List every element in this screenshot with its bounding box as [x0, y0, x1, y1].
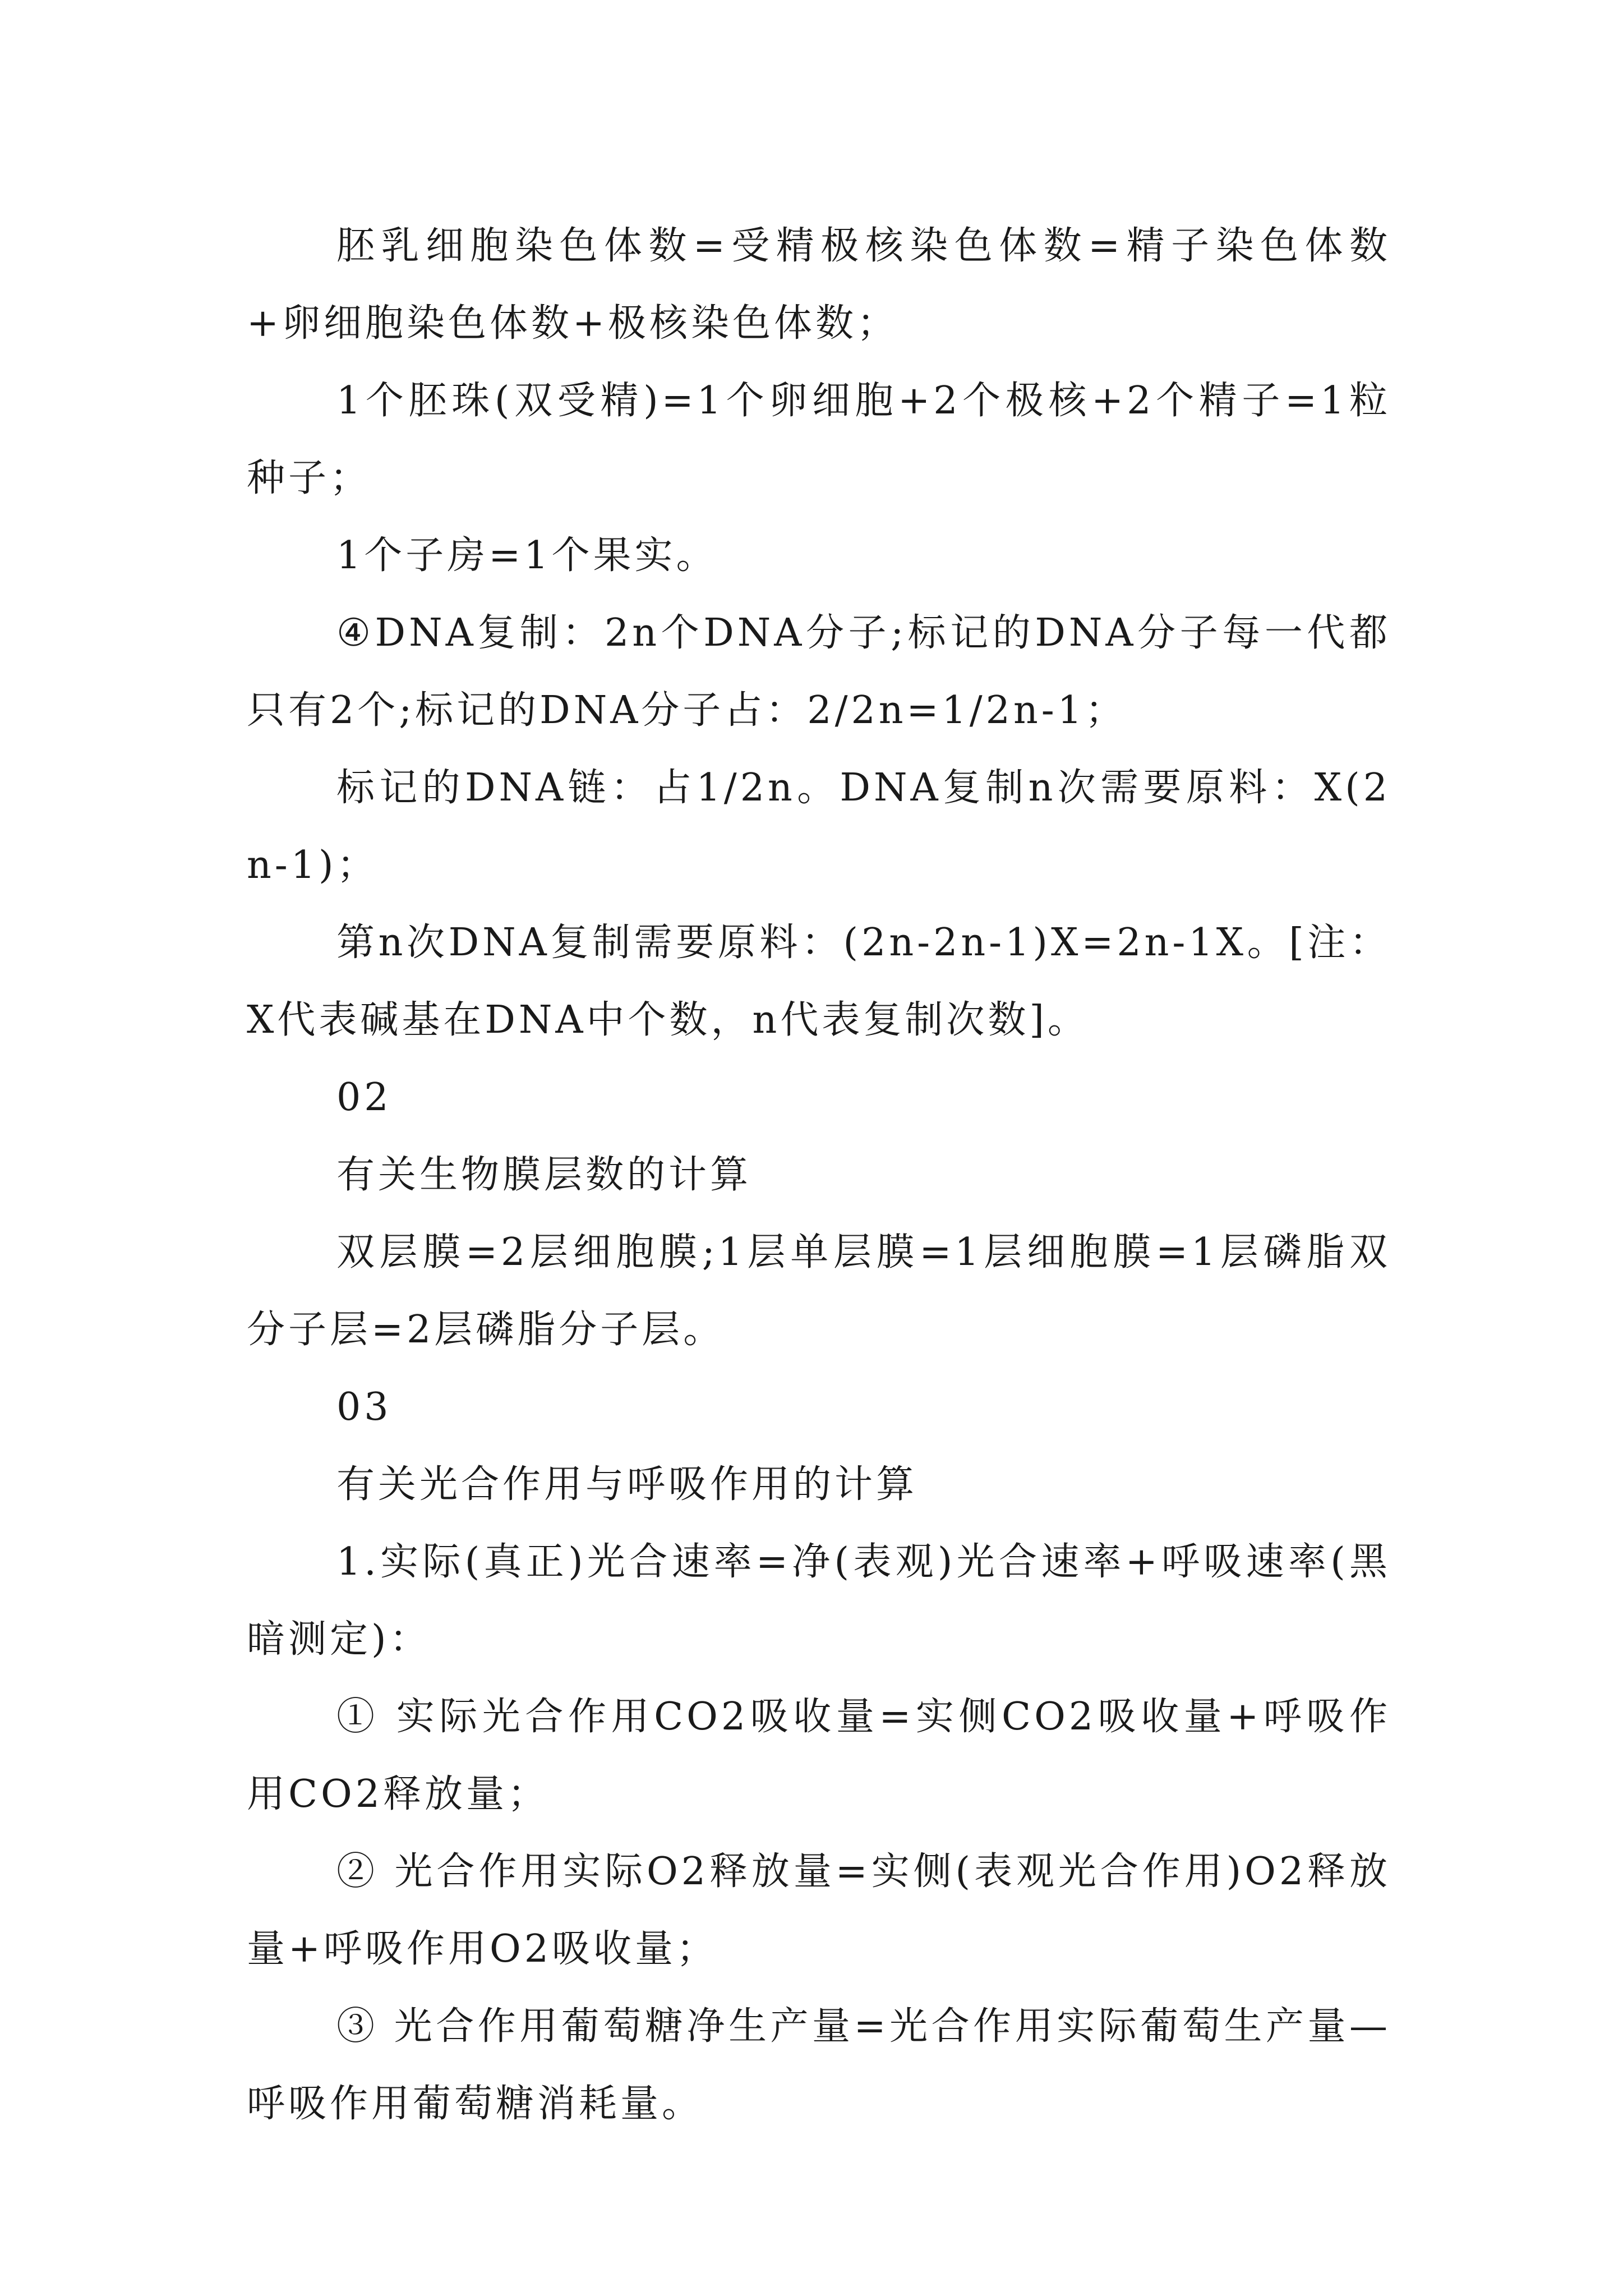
paragraph-dna-replication: ④DNA复制：2n个DNA分子;标记的DNA分子每一代都只有2个;标记的DNA分子占：2/2n=1/2n-1；: [247, 611, 1391, 733]
paragraph-dna-strand-materials: 标记的DNA链：占1/2n。DNA复制n次需要原料：X(2n-1)；: [247, 766, 1391, 887]
section-number-03: 03: [336, 1385, 392, 1429]
document-body: [247, 208, 1391, 2143]
paragraph-membrane-layers: 双层膜=2层细胞膜;1层单层膜=1层细胞膜=1层磷脂双分子层=2层磷脂分子层。: [247, 1230, 1391, 1352]
section-number-02: 02: [336, 1075, 392, 1120]
paragraph-photosynthesis-rate: 1.实际(真正)光合速率=净(表观)光合速率+呼吸速率(黑暗测定)：: [247, 1540, 1391, 1662]
paragraph-ovary-fruit: 1个子房=1个果实。: [336, 533, 718, 578]
section-heading-membranes: 有关生物膜层数的计算: [336, 1153, 752, 1197]
paragraph-nth-replication: 第n次DNA复制需要原料：(2n-2n-1)X=2n-1X。[注：X代表碱基在DNA中个数，n代表复制次数]。: [247, 921, 1391, 1042]
list-item-glucose-production: ③ 光合作用葡萄糖净生产量=光合作用实际葡萄生产量—呼吸作用葡萄糖消耗量。: [247, 2004, 1391, 2126]
list-item-o2-release: ② 光合作用实际O2释放量=实侧(表观光合作用)O2释放量+呼吸作用O2吸收量；: [247, 1849, 1391, 1971]
paragraph-endosperm-chromosomes: 胚乳细胞染色体数=受精极核染色体数=精子染色体数+卵细胞染色体数+极核染色体数；: [247, 224, 1391, 346]
section-heading-photosynthesis: 有关光合作用与呼吸作用的计算: [336, 1462, 918, 1507]
list-item-co2-absorption: ① 实际光合作用CO2吸收量=实侧CO2吸收量+呼吸作用CO2释放量；: [247, 1695, 1391, 1816]
paragraph-ovule-seed: 1个胚珠(双受精)=1个卵细胞+2个极核+2个精子=1粒种子；: [247, 379, 1391, 500]
